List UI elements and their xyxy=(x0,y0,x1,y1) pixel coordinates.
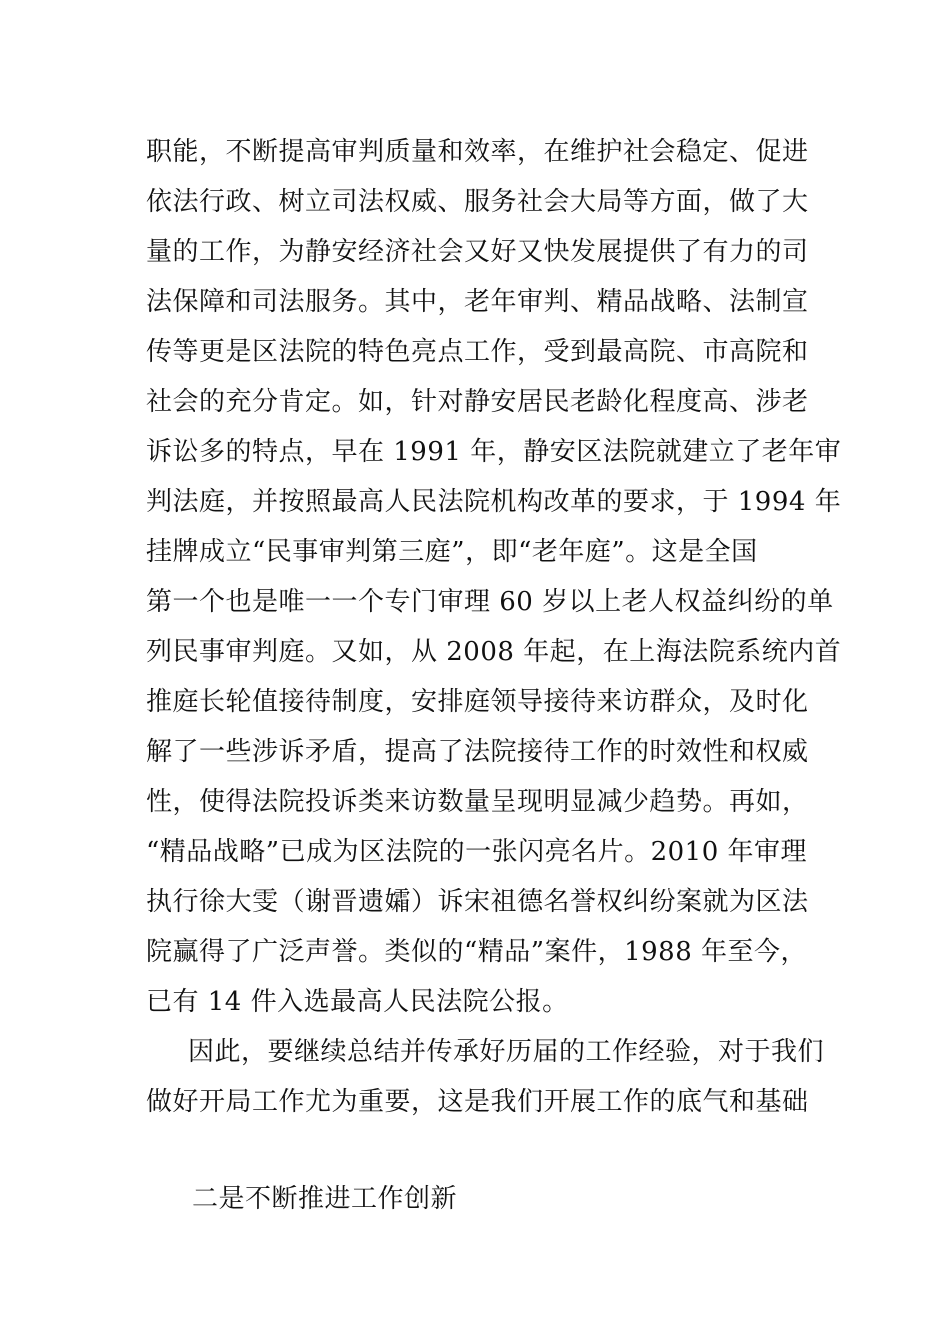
paragraph-line: “精品战略”已成为区法院的一张闪亮名片。2010 年审理 xyxy=(146,837,808,867)
paragraph-line: 诉讼多的特点，早在 1991 年，静安区法院就建立了老年审 xyxy=(146,437,842,467)
paragraph-line: 挂牌成立“民事审判第三庭”，即“老年庭”。这是全国 xyxy=(146,537,758,567)
paragraph-line: 判法庭，并按照最高人民法院机构改革的要求，于 1994 年 xyxy=(146,487,842,517)
section-heading: 二是不断推进工作创新 xyxy=(192,1184,458,1214)
paragraph-line: 列民事审判庭。又如，从 2008 年起，在上海法院系统内首 xyxy=(146,637,842,667)
paragraph-line: 解了一些涉诉矛盾，提高了法院接待工作的时效性和权威 xyxy=(146,737,809,767)
paragraph-line: 已有 14 件入选最高人民法院公报。 xyxy=(146,987,569,1017)
paragraph-line: 职能，不断提高审判质量和效率，在维护社会稳定、促进 xyxy=(146,137,809,167)
paragraph-line: 社会的充分肯定。如，针对静安居民老龄化程度高、涉老 xyxy=(146,387,809,417)
paragraph-line: 院赢得了广泛声誉。类似的“精品”案件，1988 年至今， xyxy=(146,937,808,967)
paragraph-line: 依法行政、树立司法权威、服务社会大局等方面，做了大 xyxy=(146,187,809,217)
paragraph-line: 量的工作，为静安经济社会又好又快发展提供了有力的司 xyxy=(146,237,809,267)
paragraph-line: 性，使得法院投诉类来访数量呈现明显减少趋势。再如， xyxy=(146,787,809,817)
paragraph-line: 执行徐大雯（谢晋遗孀）诉宋祖德名誉权纠纷案就为区法 xyxy=(146,887,809,917)
paragraph-line: 做好开局工作尤为重要，这是我们开展工作的底气和基础 xyxy=(146,1087,809,1117)
paragraph-line: 第一个也是唯一一个专门审理 60 岁以上老人权益纠纷的单 xyxy=(146,587,834,617)
paragraph-line: 因此，要继续总结并传承好历届的工作经验，对于我们 xyxy=(188,1037,825,1067)
paragraph-line: 传等更是区法院的特色亮点工作，受到最高院、市高院和 xyxy=(146,337,809,367)
paragraph-line: 法保障和司法服务。其中，老年审判、精品战略、法制宣 xyxy=(146,287,809,317)
paragraph-line: 推庭长轮值接待制度，安排庭领导接待来访群众，及时化 xyxy=(146,687,809,717)
